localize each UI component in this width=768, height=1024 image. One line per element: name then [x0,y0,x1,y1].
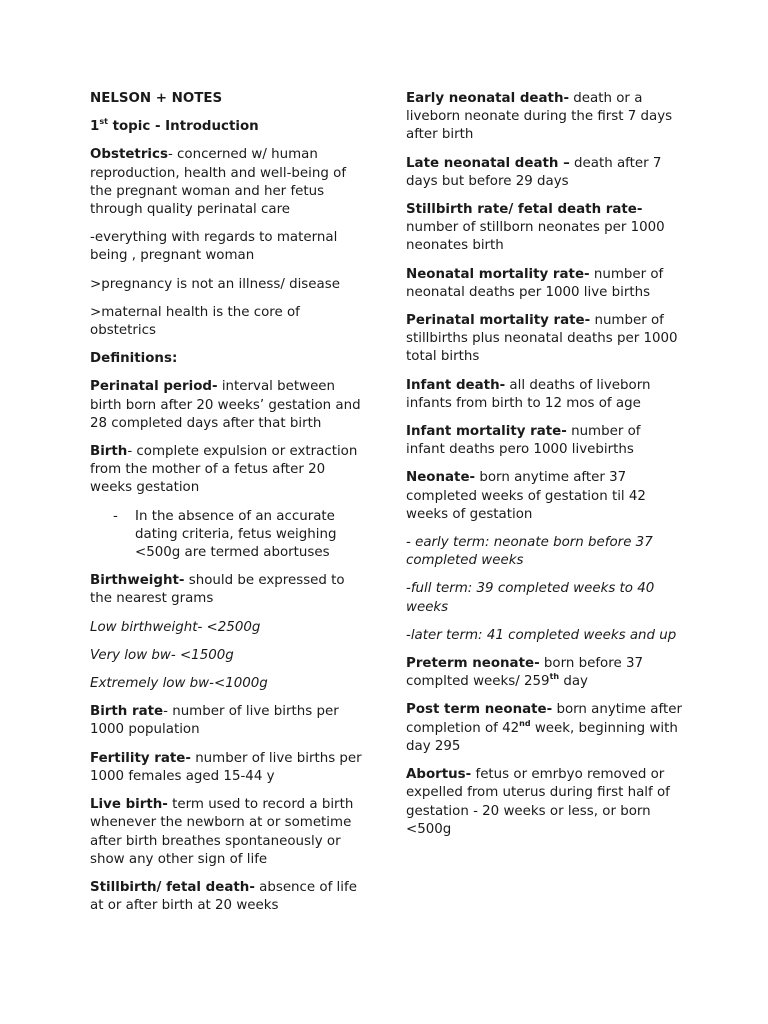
later-term: -later term: 41 completed weeks and up [406,627,677,643]
definition-text: number of infant deaths pero 1000 livebirths [406,424,641,458]
superscript: th [549,672,560,682]
note-core: >maternal health is the core of obstetrics [90,304,300,339]
definition-text: - number of live births per 1000 population [90,704,339,738]
right-column [406,90,682,849]
definition-text: death after 7 days but before 29 days [406,155,662,189]
definition-tail: week, beginning with day 295 [406,720,678,754]
topic-superscript: st [99,117,108,127]
definitions-heading: Definitions: [90,351,178,367]
term: Fertility rate- [90,750,191,766]
definition-stillbirth [90,879,362,915]
term: Late neonatal death – [406,155,570,171]
low-birthweight: Low birthweight- <2500g [90,619,261,635]
definition-text: number of neonatal deaths per 1000 live births [406,266,664,300]
term: Abortus- [406,767,472,783]
term: Stillbirth rate/ fetal death rate- [406,202,643,218]
definition-live-birth [90,796,362,869]
definition-text: born anytime after 37 completed weeks of gestation til 42 weeks of gestation [406,470,646,522]
term: Infant mortality rate- [406,424,567,440]
very-low-birthweight: Very low bw- <1500g [90,647,234,663]
definition-text: number of live births per 1000 females aged 15-44 y [90,750,362,784]
term: Perinatal mortality rate- [406,313,591,329]
definition-obstetrics [90,146,362,219]
definition-fertility-rate [90,750,362,786]
definition-tail: day [559,674,588,690]
definition-abortus [406,766,682,839]
definition-text: interval between birth born after 20 weeks’ gestation and 28 completed days after that birth [90,379,361,431]
definition-text: should be expressed to the nearest grams [90,573,345,607]
topic-title: topic - Introduction [107,119,259,135]
full-term: -full term: 39 completed weeks to 40 weeks [406,581,655,615]
definition-birth-rate [90,703,362,739]
term: Post term neonate- [406,702,553,718]
definition-birthweight [90,572,362,608]
term: Birthweight- [90,573,185,589]
note-pregnancy: >pregnancy is not an illness/ disease [90,276,340,292]
extremely-low-birthweight: Extremely low bw-<1000g [90,676,268,692]
definition-perinatal-period [90,378,362,433]
note-maternal: -everything with regards to maternal being , pregnant woman [90,230,338,264]
term: Obstetrics [90,147,168,163]
left-column [90,90,362,925]
bullet-text: In the absence of an accurate dating criteria, fetus weighing <500g are termed abortuses [135,508,337,561]
definition-text: born before 37 complted weeks/ 259 [406,656,643,690]
definition-perinatal-mortality-rate [406,312,682,367]
definition-text: number of stillbirths plus neonatal deaths per 1000 total births [406,313,678,365]
definition-neonatal-mortality-rate [406,266,682,302]
term: Birth [90,444,128,460]
term: Live birth- [90,797,168,813]
definition-text: - complete expulsion or extraction from the mother of a fetus after 20 weeks gestation [90,444,358,496]
term: Infant death- [406,377,506,393]
definition-text: all deaths of liveborn infants from birth to 12 mos of age [406,377,651,411]
definition-text: fetus or emrbyo removed or expelled from uterus during first half of gestation - 20 weeks or less, or born <500g [406,767,670,837]
topic-number: 1 [90,119,100,135]
definition-early-neonatal-death [406,90,682,145]
definition-text: - concerned w/ human reproduction, health and well-being of the pregnant woman and her fetus through quality perinatal care [90,147,347,218]
definition-preterm-neonate [406,655,682,691]
definition-birth [90,443,362,498]
term: Neonatal mortality rate- [406,266,590,282]
definition-neonate [406,469,682,524]
definition-stillbirth-rate [406,201,682,256]
term: Birth rate [90,704,164,720]
definition-infant-mortality-rate [406,423,682,459]
term: Early neonatal death- [406,91,570,106]
early-term: - early term: neonate born before 37 completed weeks [406,535,653,569]
term: Perinatal period- [90,379,218,395]
bullet-item [90,508,362,563]
definition-text: born anytime after completion of 42 [406,702,682,736]
definition-text: number of stillborn neonates per 1000 neonates birth [406,220,665,254]
bullet-dash: - [113,508,118,524]
definition-post-term-neonate [406,701,682,756]
term: Stillbirth/ fetal death- [90,879,255,895]
topic-heading [90,118,362,136]
term: Preterm neonate- [406,656,540,672]
definition-late-neonatal-death [406,155,682,191]
definition-text: term used to record a birth whenever the newborn at or sometime after birth breathes spontaneously or show any other sign of life [90,797,354,867]
definition-text: death or a liveborn neonate during the first 7 days after birth [406,91,673,143]
document-title: NELSON + NOTES [90,91,223,106]
term: Neonate- [406,470,476,486]
definition-infant-death [406,377,682,413]
superscript: nd [519,718,531,728]
definition-text: absence of life at or after birth at 20 weeks [90,879,357,914]
